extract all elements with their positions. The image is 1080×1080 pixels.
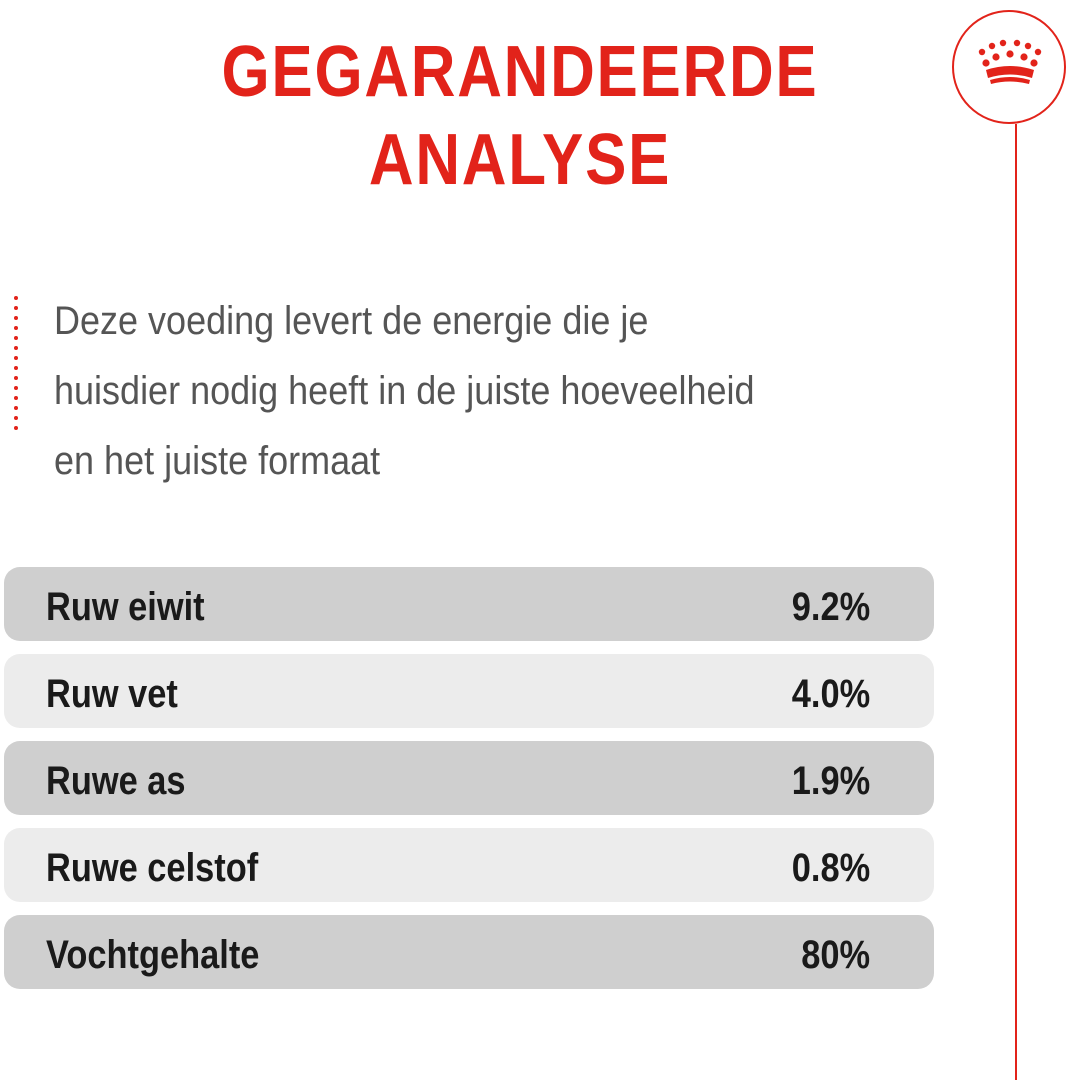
row-value: 4.0% xyxy=(791,672,870,716)
row-value: 80% xyxy=(801,933,870,977)
analysis-table xyxy=(4,567,934,1002)
dotted-divider xyxy=(14,296,20,436)
crown-icon xyxy=(972,38,1048,88)
page-title xyxy=(73,28,967,204)
description-line-2: huisdier nodig heeft in de juiste hoeveelheid xyxy=(54,369,755,413)
table-row xyxy=(4,828,934,902)
decorative-vertical-line xyxy=(1015,124,1017,1080)
table-row xyxy=(4,915,934,989)
description-line-1: Deze voeding levert de energie die je xyxy=(54,299,649,343)
row-value: 1.9% xyxy=(791,759,870,803)
table-row xyxy=(4,567,934,641)
row-label: Ruw eiwit xyxy=(46,585,205,629)
table-row xyxy=(4,654,934,728)
description-line-3: en het juiste formaat xyxy=(54,439,381,483)
row-value: 0.8% xyxy=(791,846,870,890)
row-label: Ruw vet xyxy=(46,672,178,716)
brand-logo xyxy=(952,10,1066,124)
row-label: Ruwe as xyxy=(46,759,186,803)
row-value: 9.2% xyxy=(791,585,870,629)
title-line-2: ANALYSE xyxy=(368,120,672,200)
description-text xyxy=(54,286,864,496)
row-label: Vochtgehalte xyxy=(46,933,260,977)
table-row xyxy=(4,741,934,815)
title-line-1: GEGARANDEERDE xyxy=(221,32,819,112)
row-label: Ruwe celstof xyxy=(46,846,259,890)
